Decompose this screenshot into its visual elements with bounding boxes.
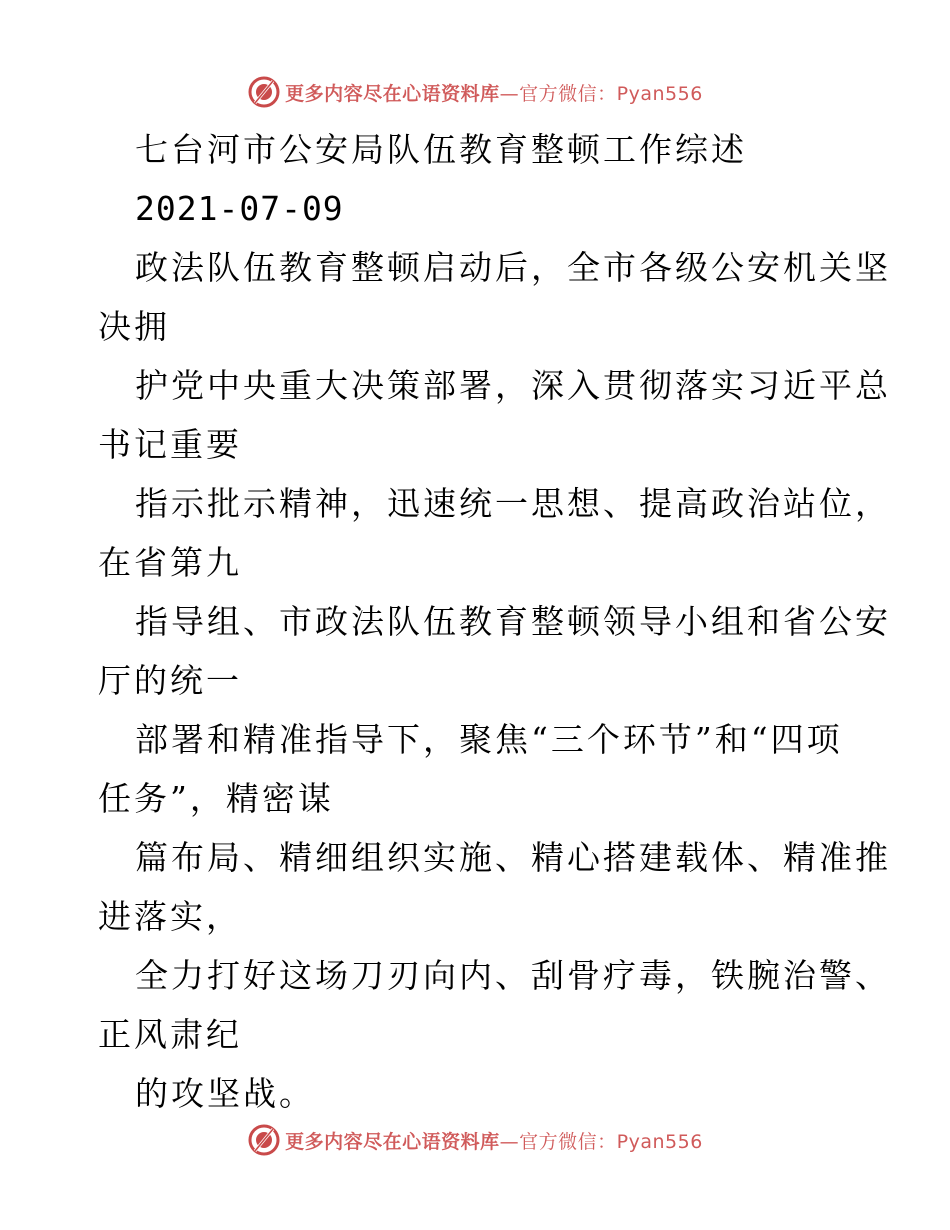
- document-title: 七台河市公安局队伍教育整顿工作综述: [135, 130, 747, 169]
- text-line: 全力打好这场刀刃向内、刮骨疗毒，铁腕治警、: [135, 956, 891, 995]
- text-line: 政法队伍教育整顿启动后，全市各级公安机关坚: [135, 248, 891, 287]
- text-line: 决拥: [98, 307, 170, 346]
- text-line: 部署和精准指导下，聚焦“三个环节”和“四项: [135, 720, 843, 759]
- text-line: 指导组、市政法队伍教育整顿领导小组和省公安: [135, 602, 891, 641]
- text-line: 正风肃纪: [98, 1015, 242, 1054]
- pen-seal-icon: [247, 1123, 281, 1157]
- watermark-text: 更多内容尽在心语资料库—官方微信：Pyan556: [285, 82, 703, 105]
- document-date: 2021-07-09: [135, 189, 344, 228]
- text-line: 任务”，精密谋: [98, 779, 334, 818]
- header-watermark: [0, 72, 950, 112]
- text-line: 进落实，: [98, 897, 242, 936]
- text-line: 书记重要: [98, 425, 242, 464]
- pen-seal-icon: [247, 75, 281, 109]
- text-line: 的攻坚战。: [135, 1074, 315, 1113]
- text-line: 护党中央重大决策部署，深入贯彻落实习近平总: [135, 366, 891, 405]
- footer-watermark: [0, 1120, 950, 1160]
- document-body: [98, 120, 891, 1123]
- text-line: 篇布局、精细组织实施、精心搭建载体、精准推: [135, 838, 891, 877]
- text-line: 厅的统一: [98, 661, 242, 700]
- watermark-text: 更多内容尽在心语资料库—官方微信：Pyan556: [285, 1130, 703, 1153]
- text-line: 指示批示精神，迅速统一思想、提高政治站位，: [135, 484, 891, 523]
- text-line: 在省第九: [98, 543, 242, 582]
